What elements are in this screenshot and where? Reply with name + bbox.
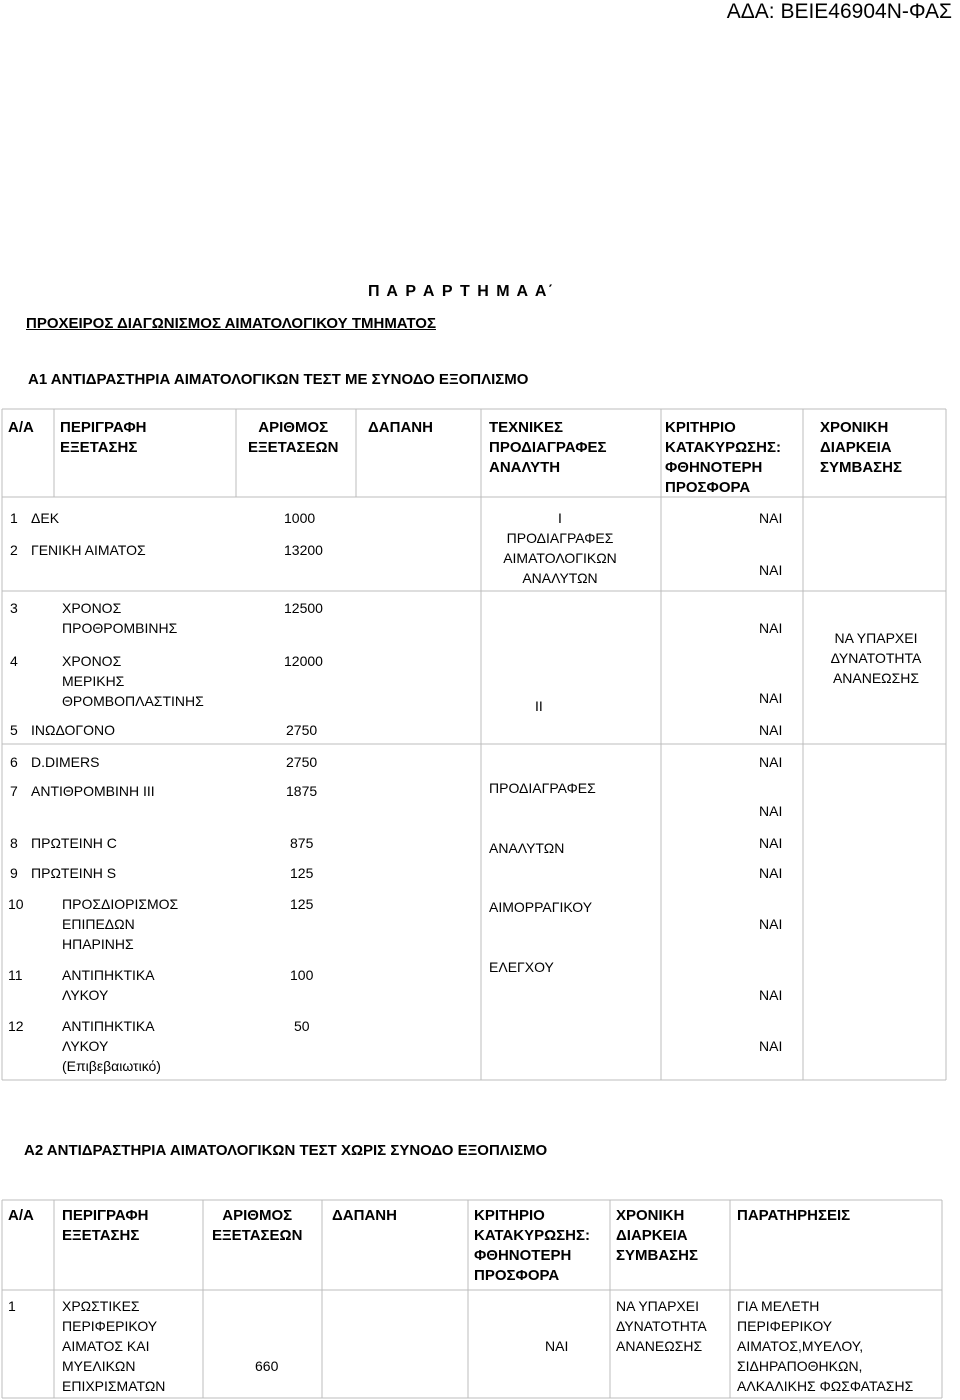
a1-row-criterion: ΝΑΙ	[759, 987, 783, 1003]
a1-row-description: D.DIMERS	[31, 754, 100, 770]
a1-spec-line: ΕΛΕΓΧΟΥ	[489, 959, 554, 975]
a1-row-no: 1	[10, 510, 18, 526]
a2-header-duration: ΧΡΟΝΙΚΗ ΔΙΑΡΚΕΙΑ ΣΥΜΒΑΣΗΣ	[616, 1207, 699, 1264]
a2-row-criterion: ΝΑΙ	[545, 1338, 569, 1354]
a1-row-criterion: ΝΑΙ	[759, 835, 783, 851]
a2-header-notes: ΠΑΡΑΤΗΡΗΣΕΙΣ	[737, 1207, 851, 1224]
a1-row-description: ΧΡΟΝΟΣ ΠΡΟΘΡΟΜΒΙΝΗΣ	[62, 600, 178, 636]
a1-row-no: 6	[10, 754, 18, 770]
a1-spec-group-i: Ι ΠΡΟΔΙΑΓΡΑΦΕΣ ΑΙΜΑΤΟΛΟΓΙΚΩΝ ΑΝΑΛΥΤΩΝ	[503, 510, 617, 586]
a1-row-no: 8	[10, 835, 18, 851]
a1-duration: ΝΑ ΥΠΑΡΧΕΙ ΔΥΝΑΤΟΤΗΤΑ ΑΝΑΝΕΩΣΗΣ	[830, 630, 922, 686]
a2-header-description: ΠΕΡΙΓΡΑΦΗ ΕΞΕΤΑΣΗΣ	[62, 1207, 149, 1244]
a1-spec-group-ii: ΙΙ	[535, 698, 543, 714]
a1-row-no: 9	[10, 865, 18, 881]
a1-row-description: ΠΡΩΤΕΙΝΗ S	[31, 865, 117, 881]
a2-header-no: Α/Α	[8, 1207, 34, 1224]
a1-row-criterion: ΝΑΙ	[759, 722, 783, 738]
a1-spec-line: ΑΝΑΛΥΤΩΝ	[489, 840, 565, 856]
a1-row-no: 5	[10, 722, 18, 738]
a1-row-description: ΠΡΩΤΕΙΝΗ C	[31, 835, 117, 851]
a2-header-criterion: ΚΡΙΤΗΡΙΟ ΚΑΤΑΚΥΡΩΣΗΣ: ΦΘΗΝΟΤΕΡΗ ΠΡΟΣΦΟΡΑ	[474, 1207, 591, 1284]
a1-row-count: 2750	[286, 722, 318, 738]
a1-row-count: 2750	[286, 754, 318, 770]
a1-row-description: ΧΡΟΝΟΣ ΜΕΡΙΚΗΣ ΘΡΟΜΒΟΠΛΑΣΤΙΝΗΣ	[62, 653, 204, 709]
a2-row-count: 660	[255, 1358, 279, 1374]
a1-row-no: 2	[10, 542, 18, 558]
a2-header-cost: ΔΑΠΑΝΗ	[332, 1207, 397, 1224]
section-a2-title: Α2 ΑΝΤΙΔΡΑΣΤΗΡΙΑ ΑΙΜΑΤΟΛΟΓΙΚΩΝ ΤΕΣΤ ΧΩΡΙΣ ΣΥΝΟΔΟ ΕΞΟΠΛΙΣΜΟ	[24, 1142, 548, 1159]
annex-title: Π Α Ρ Α Ρ Τ Η Μ Α Α΄	[368, 283, 555, 300]
a1-row-count: 13200	[284, 542, 323, 558]
a1-row-criterion: ΝΑΙ	[759, 620, 783, 636]
a1-row-criterion: ΝΑΙ	[759, 510, 783, 526]
a1-row-criterion: ΝΑΙ	[759, 916, 783, 932]
a1-row-count: 12500	[284, 600, 323, 616]
a1-row-criterion: ΝΑΙ	[759, 562, 783, 578]
tender-title: ΠΡΟΧΕΙΡΟΣ ΔΙΑΓΩΝΙΣΜΟΣ ΑΙΜΑΤΟΛΟΓΙΚΟΥ ΤΜΗΜΑΤΟΣ	[26, 315, 436, 332]
a1-row-criterion: ΝΑΙ	[759, 690, 783, 706]
a1-row-no: 4	[10, 653, 18, 669]
a1-row-description: ΠΡΟΣΔΙΟΡΙΣΜΟΣ ΕΠΙΠΕΔΩΝ ΗΠΑΡΙΝΗΣ	[62, 896, 179, 952]
a1-row-no: 12	[8, 1018, 24, 1034]
a1-row-criterion: ΝΑΙ	[759, 865, 783, 881]
a2-row-duration: ΝΑ ΥΠΑΡΧΕΙ ΔΥΝΑΤΟΤΗΤΑ ΑΝΑΝΕΩΣΗΣ	[616, 1298, 707, 1354]
a1-row-no: 7	[10, 783, 18, 799]
a1-row-count: 1875	[286, 783, 318, 799]
a1-row-description: ΑΝΤΙΘΡΟΜΒΙΝΗ ΙΙΙ	[31, 783, 155, 799]
a1-row-count: 1000	[284, 510, 316, 526]
a1-row-count: 125	[290, 896, 314, 912]
a2-row-description: ΧΡΩΣΤΙΚΕΣ ΠΕΡΙΦΕΡΙΚΟΥ ΑΙΜΑΤΟΣ ΚΑΙ ΜΥΕΛΙΚΩΝ ΕΠΙΧΡΙΣΜΑΤΩΝ	[62, 1298, 166, 1394]
a1-row-description: ΔΕΚ	[31, 510, 60, 526]
a1-header-description: ΠΕΡΙΓΡΑΦΗ ΕΞΕΤΑΣΗΣ	[60, 419, 147, 456]
a2-header-count: ΑΡΙΘΜΟΣ ΕΞΕΤΑΣΕΩΝ	[212, 1207, 303, 1244]
a1-row-criterion: ΝΑΙ	[759, 754, 783, 770]
a1-header-cost: ΔΑΠΑΝΗ	[368, 419, 433, 436]
a1-row-count: 875	[290, 835, 314, 851]
a1-header-criterion: ΚΡΙΤΗΡΙΟ ΚΑΤΑΚΥΡΩΣΗΣ: ΦΘΗΝΟΤΕΡΗ ΠΡΟΣΦΟΡΑ	[665, 419, 782, 496]
a1-spec-line: ΠΡΟΔΙΑΓΡΑΦΕΣ	[489, 780, 596, 796]
a1-row-count: 50	[294, 1018, 310, 1034]
a1-row-description: ΓΕΝΙΚΗ ΑΙΜΑΤΟΣ	[31, 542, 146, 558]
a1-row-count: 125	[290, 865, 314, 881]
a1-row-description: ΑΝΤΙΠΗΚΤΙΚΑ ΛΥΚΟΥ (Επιβεβαιωτικό)	[62, 1018, 161, 1074]
a2-row-notes: ΓΙΑ ΜΕΛΕΤΗ ΠΕΡΙΦΕΡΙΚΟΥ ΑΙΜΑΤΟΣ,ΜΥΕΛΟΥ, ΣΙΔΗΡΑΠΟΘΗΚΩΝ, ΑΛΚΑΛΙΚΗΣ ΦΩΣΦΑΤΑΣΗΣ	[737, 1298, 914, 1394]
a1-row-description: ΑΝΤΙΠΗΚΤΙΚΑ ΛΥΚΟΥ	[62, 967, 155, 1003]
document-code: ΑΔΑ: ΒΕΙΕ46904Ν-ΦΑΣ	[726, 0, 952, 23]
a1-row-no: 10	[8, 896, 24, 912]
a1-row-count: 100	[290, 967, 314, 983]
a1-row-no: 3	[10, 600, 18, 616]
a1-header-no: Α/Α	[8, 419, 34, 436]
section-a1-title: Α1 ΑΝΤΙΔΡΑΣΤΗΡΙΑ ΑΙΜΑΤΟΛΟΓΙΚΩΝ ΤΕΣΤ ΜΕ ΣΥΝΟΔΟ ΕΞΟΠΛΙΣΜΟ	[28, 371, 529, 388]
a1-spec-line: ΑΙΜΟΡΡΑΓΙΚΟΥ	[489, 899, 593, 915]
a1-row-count: 12000	[284, 653, 323, 669]
a1-row-criterion: ΝΑΙ	[759, 1038, 783, 1054]
a1-row-no: 11	[8, 967, 23, 983]
a1-row-criterion: ΝΑΙ	[759, 803, 783, 819]
a1-row-description: ΙΝΩΔΟΓΟΝΟ	[31, 722, 116, 738]
a1-header-duration: ΧΡΟΝΙΚΗ ΔΙΑΡΚΕΙΑ ΣΥΜΒΑΣΗΣ	[820, 419, 903, 476]
a2-row-no: 1	[8, 1298, 16, 1314]
a1-header-count: ΑΡΙΘΜΟΣ ΕΞΕΤΑΣΕΩΝ	[248, 419, 339, 456]
a1-header-specs: ΤΕΧΝΙΚΕΣ ΠΡΟΔΙΑΓΡΑΦΕΣ ΑΝΑΛΥΤΗ	[489, 419, 607, 476]
